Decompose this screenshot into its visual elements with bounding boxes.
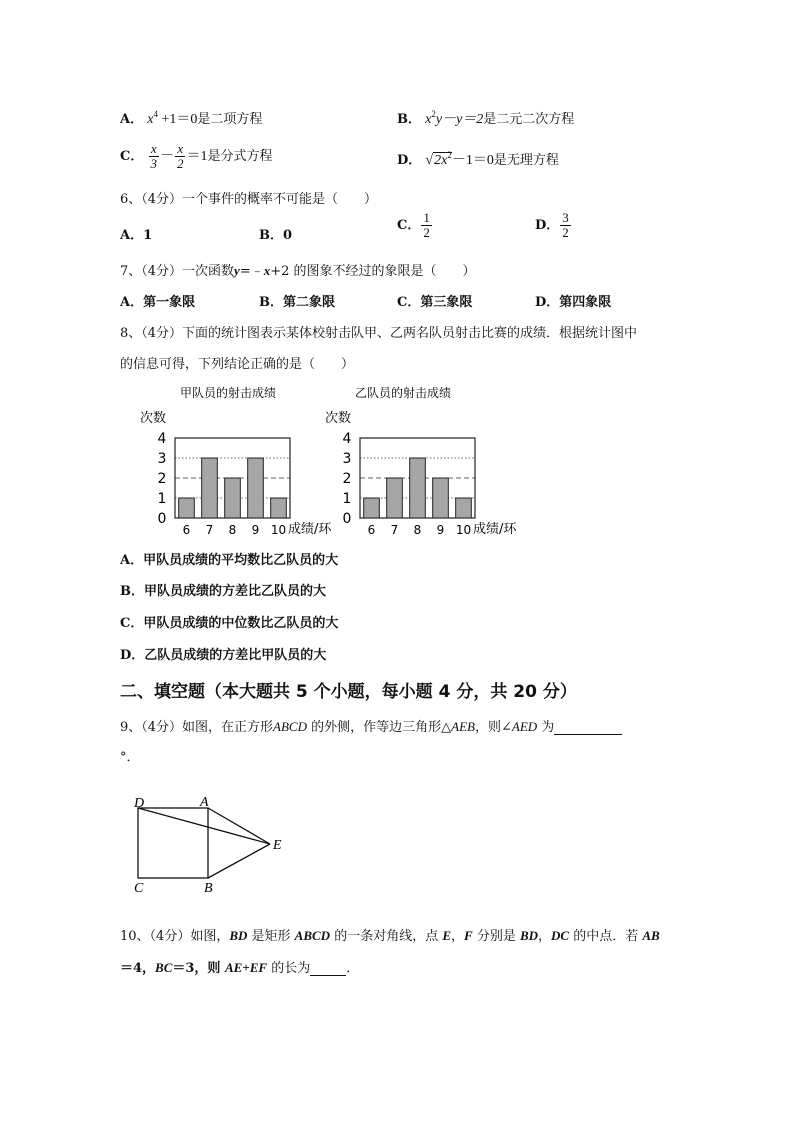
segment-be <box>208 844 270 878</box>
q6-option-d: D． $\frac{3}{2}$ <box>535 210 569 240</box>
q7-option-a: A．第一象限 <box>120 295 196 310</box>
q6-option-a: A．1 <box>120 228 153 243</box>
x-tick-yi: 9 <box>436 523 445 537</box>
y-tick-yi: 4 <box>342 431 352 447</box>
x-axis-label-yi: 成绩/环 <box>473 522 517 537</box>
chart-title-yi: 乙队员的射击成绩 <box>355 386 452 400</box>
y-tick-jia: 4 <box>157 431 167 447</box>
q9-answer-blank[interactable] <box>554 720 622 735</box>
q10-stem-line2: ＝4，BC＝3，则 AE+EF 的长为 ． <box>120 960 360 976</box>
bar-yi-9 <box>433 478 449 518</box>
bar-jia-9 <box>248 458 264 518</box>
y-tick-yi: 1 <box>342 491 352 507</box>
y-tick-jia: 2 <box>157 471 167 487</box>
x-tick-jia: 7 <box>205 523 214 537</box>
x-tick-jia: 10 <box>270 523 287 537</box>
segment-de <box>138 808 270 844</box>
q8-stem-line2: 的信息可得，下列结论正确的是（ ） <box>120 357 355 372</box>
q8-option-b: B．甲队员成绩的方差比乙队员的大 <box>120 584 326 599</box>
x-axis-label-jia: 成绩/环 <box>288 522 332 537</box>
q7-stem: 7、（4分）一次函数y=﹣x+2 的图象不经过的象限是（ ） <box>120 263 476 279</box>
q7-option-c: C．第三象限 <box>397 295 473 310</box>
bar-jia-6 <box>179 498 195 518</box>
square-abcd <box>138 808 208 878</box>
q5-option-a: A． $x^4 +1=0$是二项方程 <box>120 109 263 127</box>
y-tick-yi: 0 <box>342 511 352 527</box>
y-tick-jia: 3 <box>157 451 167 467</box>
bar-yi-6 <box>364 498 380 518</box>
section-2-heading: 二、填空题（本大题共 5 个小题，每小题 4 分，共 20 分） <box>120 682 577 702</box>
segment-ae <box>208 808 270 844</box>
label-c: C <box>134 881 144 896</box>
y-tick-jia: 0 <box>157 511 167 527</box>
chart-title-jia: 甲队员的射击成绩 <box>180 386 277 400</box>
y-tick-jia: 1 <box>157 491 167 507</box>
label-a: A <box>200 795 209 810</box>
q6-option-b: B．0 <box>259 228 293 243</box>
q8-option-c: C．甲队员成绩的中位数比乙队员的大 <box>120 616 339 631</box>
x-tick-jia: 8 <box>228 523 237 537</box>
q9-stem: 9、（4分）如图，在正方形ABCD 的外侧，作等边三角形△AEB，则∠AED 为 <box>120 716 622 735</box>
y-tick-yi: 2 <box>342 471 352 487</box>
y-tick-yi: 3 <box>342 451 352 467</box>
label-d: D <box>134 796 145 811</box>
x-tick-yi: 7 <box>390 523 399 537</box>
q5-option-d: D． $√2x^2-1=0$是无理方程 <box>397 150 559 168</box>
q8-option-d: D．乙队员成绩的方差比甲队员的大 <box>120 648 327 663</box>
q10-answer-blank[interactable] <box>310 961 346 976</box>
x-tick-yi: 8 <box>413 523 422 537</box>
q7-option-d: D．第四象限 <box>535 295 612 310</box>
q10-stem-line1: 10、（4分）如图，BD 是矩形 ABCD 的一条对角线，点 E，F 分别是 BD，DC 的中点．若 AB <box>120 928 660 944</box>
q6-stem: 6、（4分）一个事件的概率不可能是（ ） <box>120 192 378 207</box>
q5-option-b: B． $x^2y-y=2$是二元二次方程 <box>397 109 575 127</box>
bar-jia-7 <box>202 458 218 518</box>
q9-figure <box>130 790 300 900</box>
bar-yi-7 <box>387 478 403 518</box>
bar-yi-10 <box>456 498 472 518</box>
x-tick-yi: 10 <box>455 523 472 537</box>
bar-jia-10 <box>271 498 287 518</box>
q6-option-c: C． $\frac{1}{2}$ <box>397 210 430 240</box>
x-tick-jia: 6 <box>182 523 191 537</box>
q7-option-b: B．第二象限 <box>259 295 335 310</box>
q5-option-c: C． $\frac{x}{3}$ － $\frac{x}{2}$ ＝1是分式方程 <box>120 141 273 171</box>
bar-yi-8 <box>410 458 426 518</box>
bar-jia-8 <box>225 478 241 518</box>
q9-stem-line2: °． <box>120 750 140 765</box>
y-axis-label-jia: 次数 <box>140 411 167 426</box>
q8-stem-line1: 8、（4分）下面的统计图表示某体校射击队甲、乙两名队员射击比赛的成绩．根据统计图中 <box>120 326 638 341</box>
q8-charts <box>140 378 560 538</box>
y-axis-label-yi: 次数 <box>325 411 352 426</box>
x-tick-yi: 6 <box>367 523 376 537</box>
q8-option-a: A．甲队员成绩的平均数比乙队员的大 <box>120 553 339 568</box>
label-e: E <box>273 838 282 853</box>
label-b: B <box>204 881 213 896</box>
x-tick-jia: 9 <box>251 523 260 537</box>
